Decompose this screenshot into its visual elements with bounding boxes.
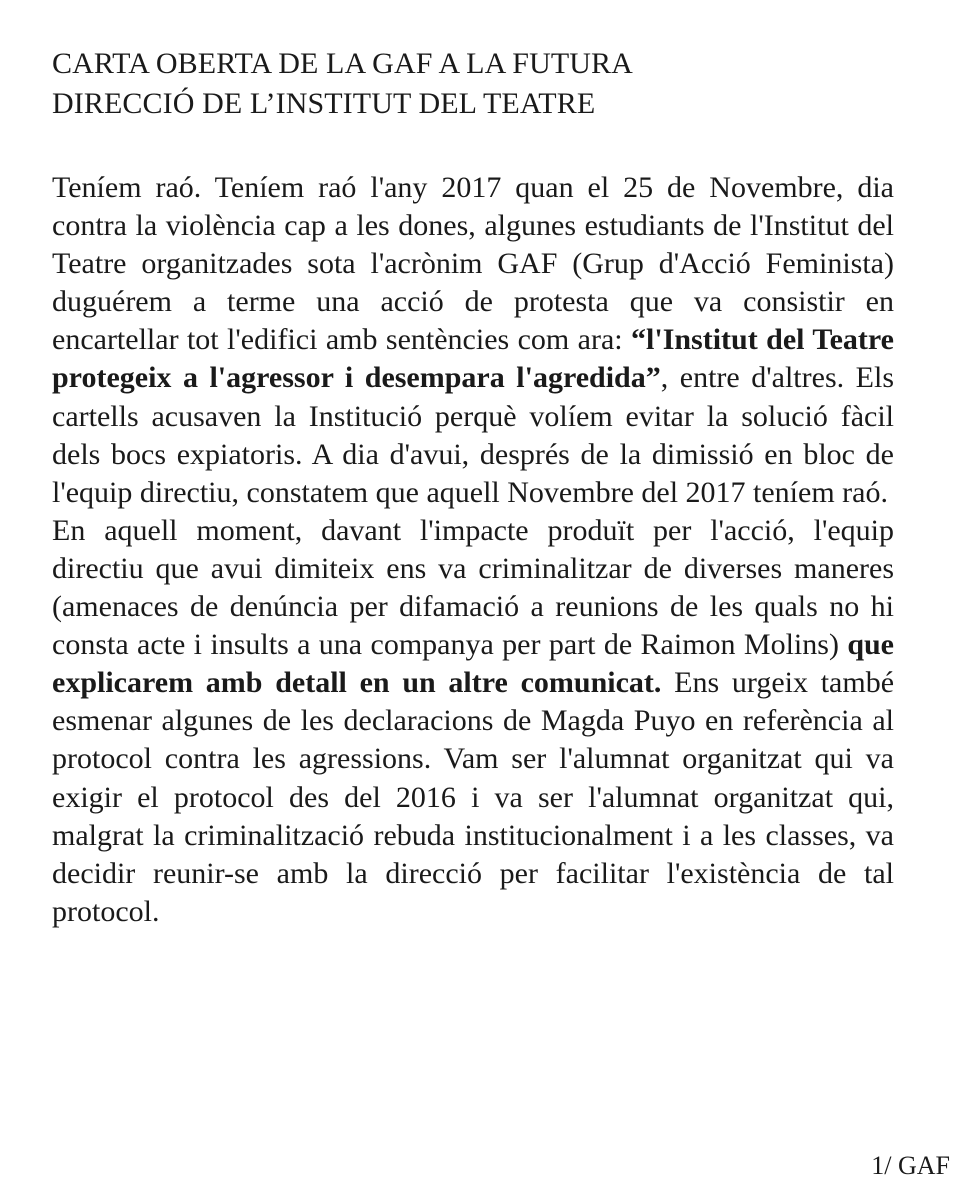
paragraph-2-text-b: Ens urgeix també esmenar algunes de les declaracions de Magda Puyo en referència al protocol contra les agressions. Vam ser l'alumnat organitzat qui va exigir el protocol des del 2016 i va ser l'alumnat organitzat qui, malgrat la criminalització rebuda institucionalment i a les classes, va decidir reunir-se amb la direcció per facilitar l'existència de tal protocol. — [52, 666, 895, 928]
page-label: 1/ GAF — [871, 1151, 950, 1180]
paragraph-1-text-a: Teníem raó. Teníem raó l'any 2017 quan el 25 de Novembre, dia contra la violència cap a les dones, algunes estudiants de l'Institut del Teatre organitzades sota l'acrònim GAF (Grup d'Acció Feminista) duguérem a terme una acció de protesta que va consistir en encartellar tot l'edifici amb sentències com ara: — [52, 171, 894, 357]
paragraph-2-bold-text: que explicarem amb detall en un altre comunicat. — [52, 628, 894, 700]
title-line-1: CARTA OBERTA DE LA GAF A LA FUTURA — [52, 47, 633, 80]
title-line-2: DIRECCIÓ DE L’INSTITUT DEL TEATRE — [52, 87, 596, 120]
paragraph-1-bold-quote: “l'Institut del Teatre protegeix a l'agressor i desempara l'agredida” — [52, 323, 894, 395]
paragraph-1 — [52, 169, 894, 512]
document-body — [52, 169, 894, 931]
paragraph-2 — [52, 512, 894, 931]
paragraph-2-text-a: En aquell moment, davant l'impacte produït per l'acció, l'equip directiu que avui dimiteix ens va criminalitzar de diverses maneres (amenaces de denúncia per difamació a reunions de les quals no hi consta acte i insults a una companya per part de Raimon Molins) — [52, 513, 894, 662]
document-title — [52, 44, 894, 124]
paragraph-1-text-b: , entre d'altres. Els cartells acusaven la Institució perquè volíem evitar la solució fàcil dels bocs expiatoris. A dia d'avui, després de la dimissió en bloc de l'equip directiu, constatem que aquell Novembre del 2017 teníem raó. — [52, 361, 894, 509]
document-page — [52, 44, 894, 931]
